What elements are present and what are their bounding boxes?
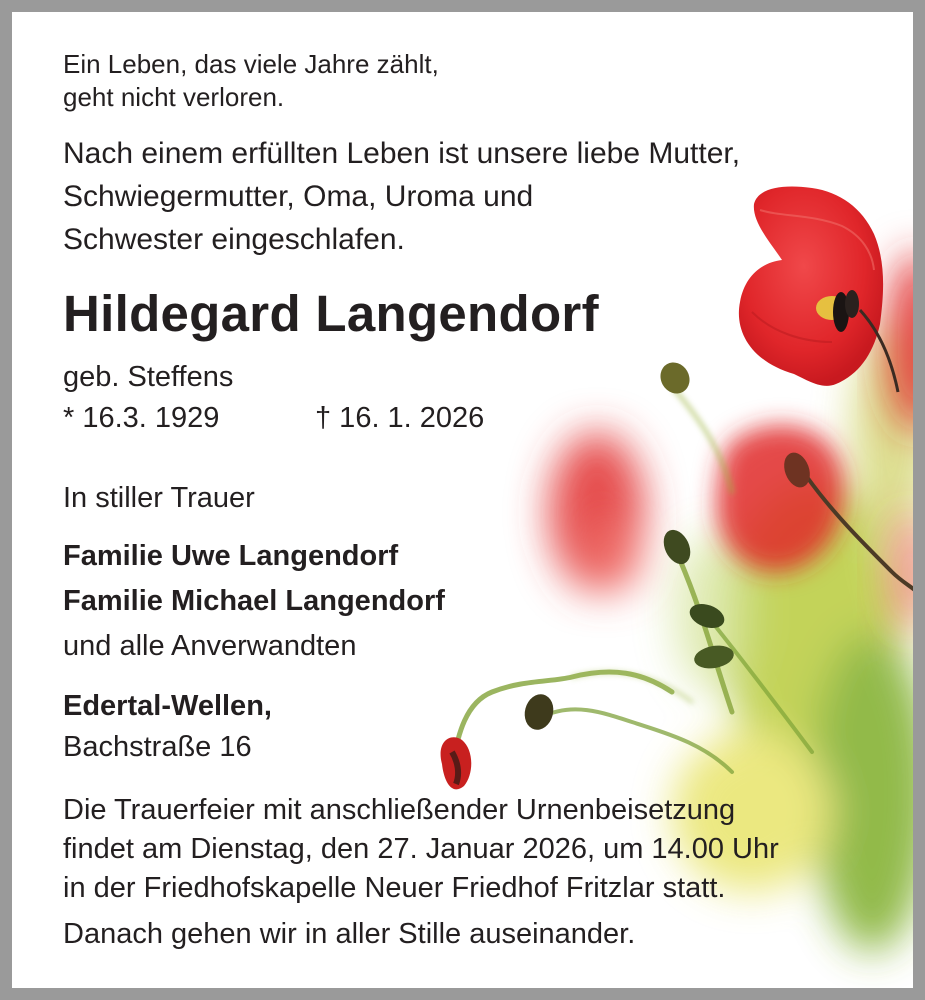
motto-line-1: Ein Leben, das viele Jahre zählt,	[63, 49, 439, 79]
intro-line-1: Nach einem erfüllten Leben ist unsere liebe Mutter,	[63, 137, 741, 170]
relatives-line: und alle Anverwandten	[63, 630, 357, 662]
life-dates	[63, 399, 484, 438]
motto-line-2: geht nicht verloren.	[63, 82, 285, 112]
obituary-card	[12, 12, 913, 988]
family-line-2: Familie Michael Langendorf	[63, 585, 445, 617]
intro-line-2: Schwiegermutter, Oma, Uroma und	[63, 180, 534, 213]
ceremony-line-1: Die Trauerfeier mit anschließender Urnenbeisetzung	[63, 794, 736, 826]
mourning-label: In stiller Trauer	[63, 482, 255, 514]
maiden-name: geb. Steffens	[63, 361, 234, 393]
death-date: † 16. 1. 2026	[315, 402, 485, 434]
intro-line-3: Schwester eingeschlafen.	[63, 223, 405, 256]
ceremony-line-2: findet am Dienstag, den 27. Januar 2026, um 14.00 Uhr	[63, 833, 779, 865]
ceremony-line-3: in der Friedhofskapelle Neuer Friedhof Fritzlar statt.	[63, 872, 726, 904]
address-street: Bachstraße 16	[63, 731, 252, 763]
family-line-1: Familie Uwe Langendorf	[63, 540, 399, 572]
deceased-name: Hildegard Langendorf	[63, 285, 599, 342]
address-place: Edertal-Wellen,	[63, 690, 272, 722]
birth-date: * 16.3. 1929	[63, 402, 220, 434]
blurred-poppy-left	[549, 432, 645, 592]
closing-line: Danach gehen wir in aller Stille auseinander.	[63, 918, 636, 950]
